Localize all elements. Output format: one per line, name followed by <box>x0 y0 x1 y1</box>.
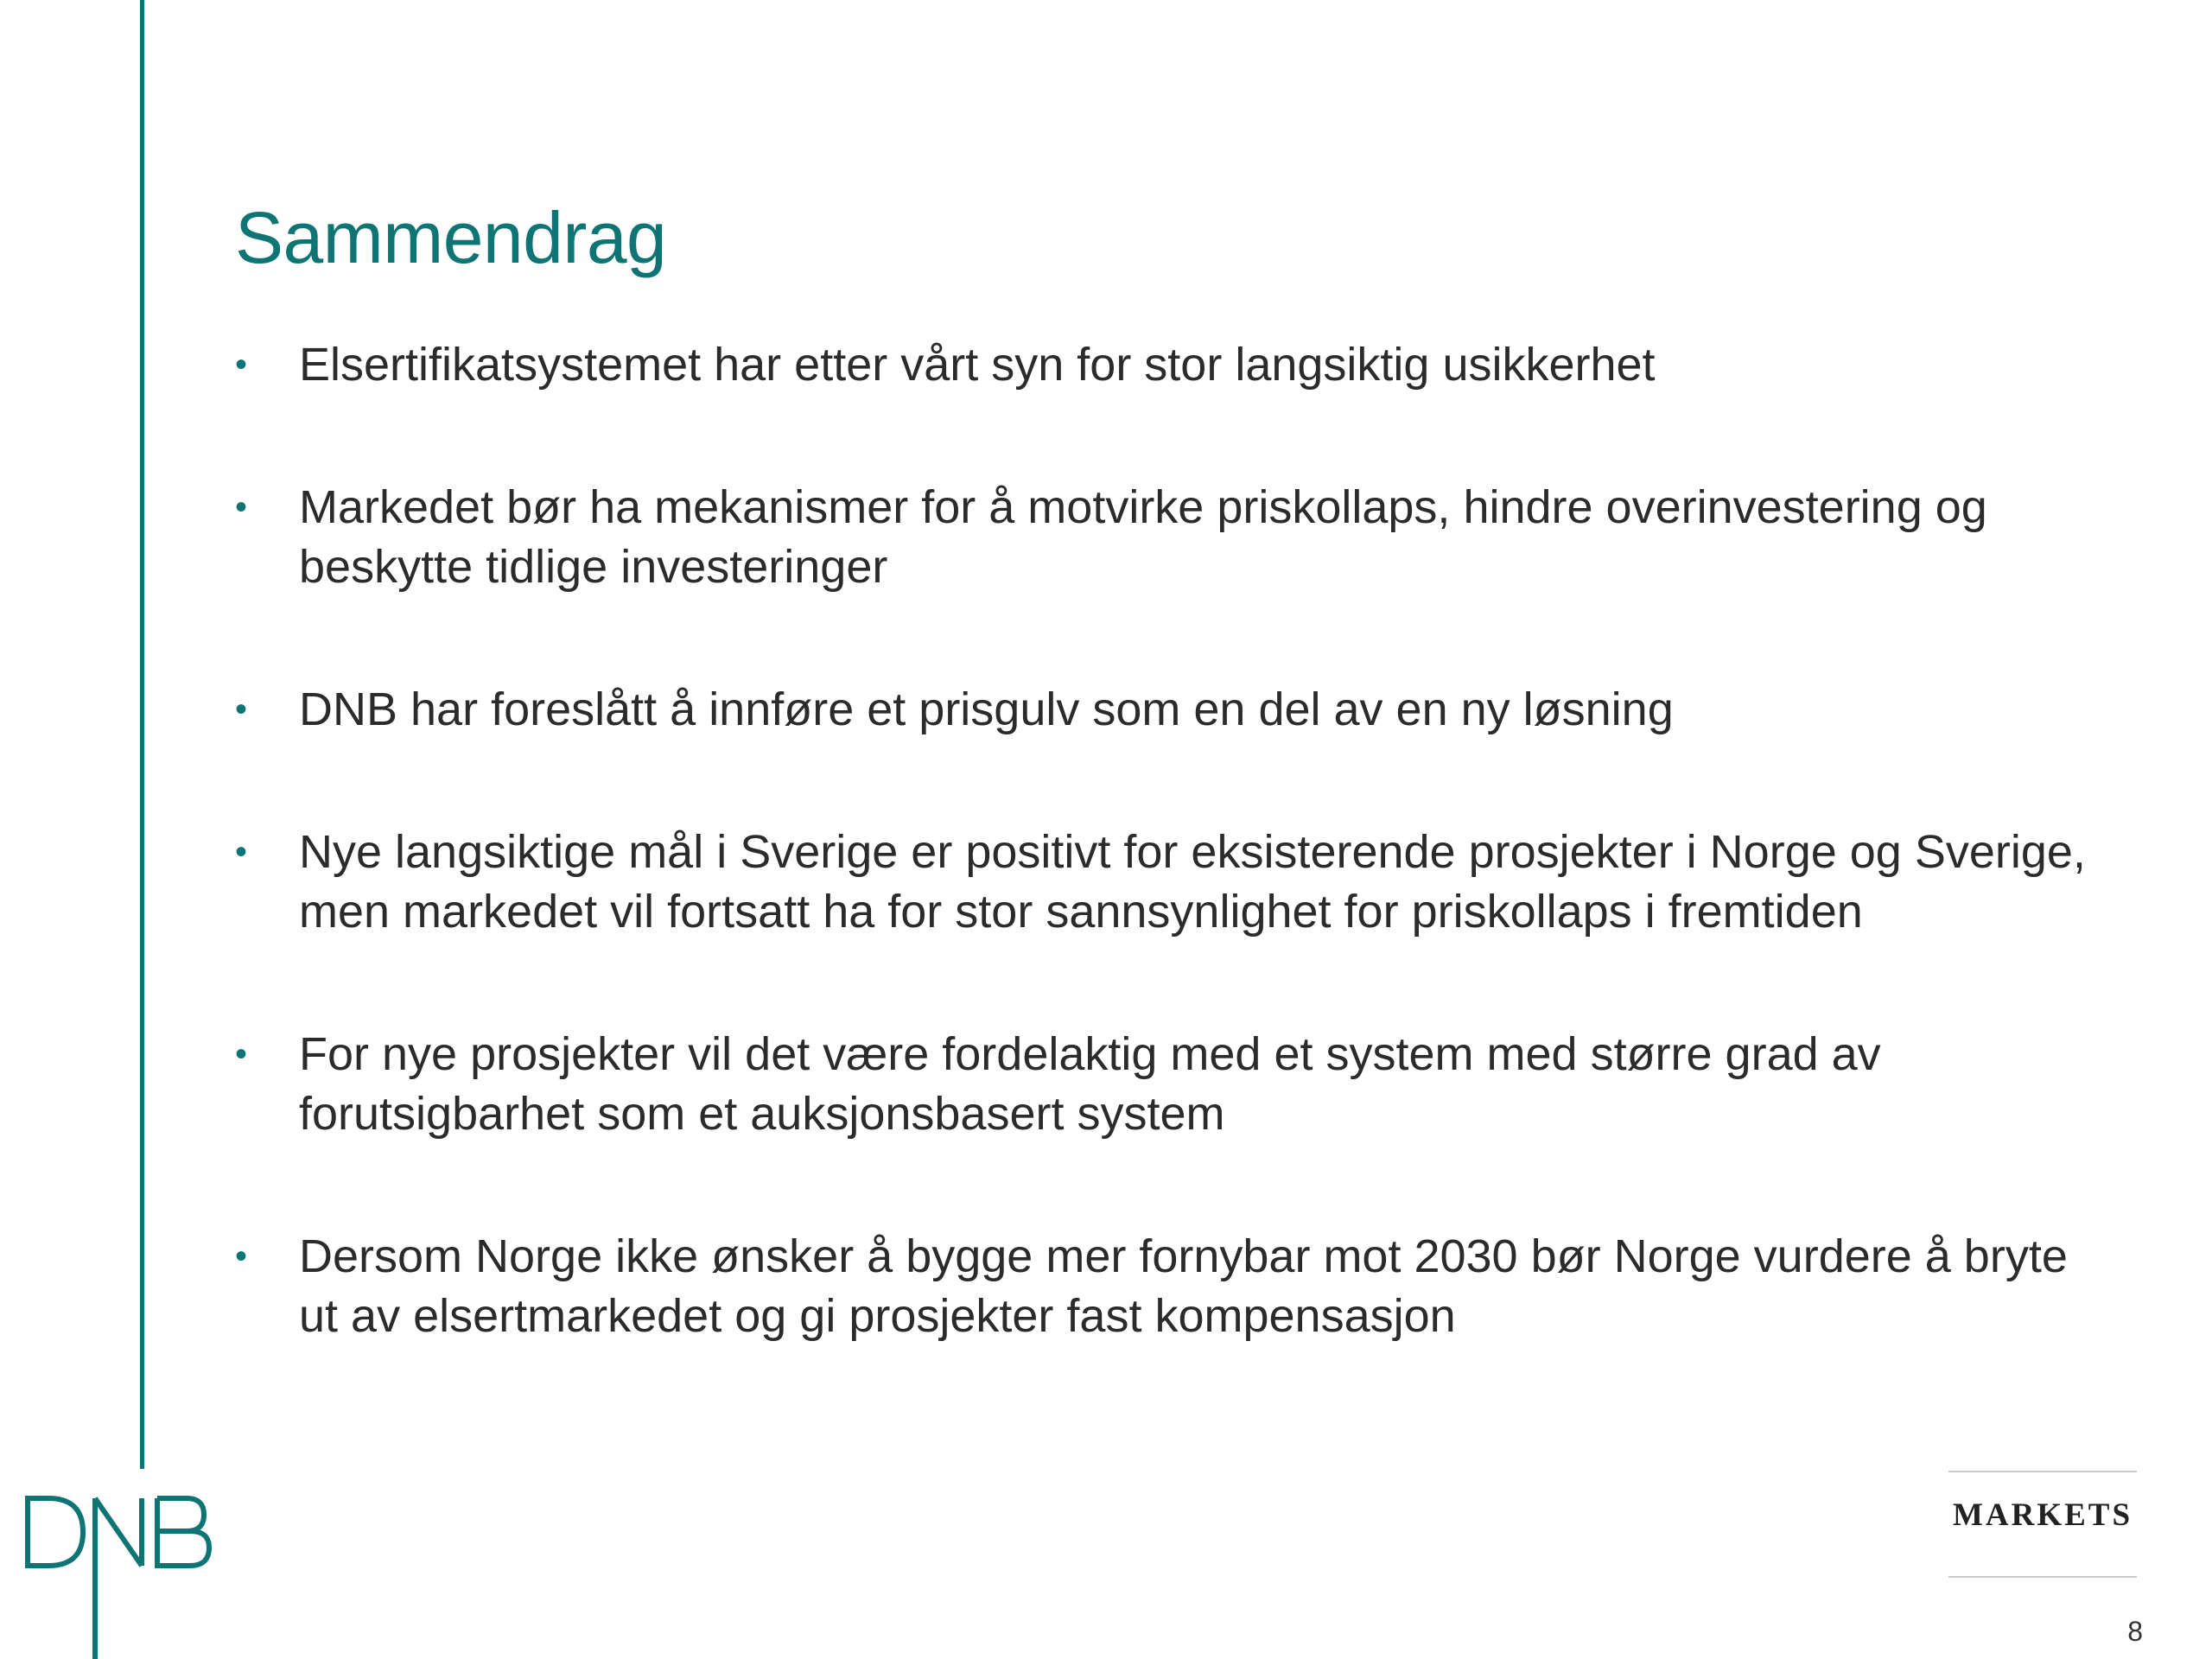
dnb-logo <box>22 1469 221 1659</box>
bullet-item <box>232 478 2115 597</box>
bullet-list <box>232 335 2115 1346</box>
bullet-icon: • <box>235 690 248 728</box>
bullet-text: DNB har foreslått å innføre et prisgulv som en del av en ny løsning <box>299 683 1674 735</box>
bullet-item <box>232 1025 2115 1144</box>
markets-top-rule <box>1948 1471 2137 1472</box>
page-number: 8 <box>2127 1616 2143 1647</box>
bullet-text: Markedet bør ha mekanismer for å motvirke priskollaps, hindre overinvestering og beskytte tidlige investeringer <box>299 481 1987 593</box>
slide-title: Sammendrag <box>235 197 667 278</box>
markets-bottom-rule <box>1948 1576 2137 1578</box>
bullet-item <box>232 1227 2115 1346</box>
bullet-icon: • <box>235 346 248 384</box>
bullet-text: For nye prosjekter vil det være fordelaktig med et system med større grad av forutsigbarhet som et auksjonsbasert system <box>299 1028 1881 1140</box>
bullet-item <box>232 335 2115 395</box>
bullet-text: Elsertifikatsystemet har etter vårt syn for stor langsiktig usikkerhet <box>299 339 1656 391</box>
brand-vertical-line <box>140 0 144 1469</box>
bullet-icon: • <box>235 833 248 871</box>
bullet-icon: • <box>235 1035 248 1073</box>
bullet-icon: • <box>235 1237 248 1275</box>
bullet-text: Dersom Norge ikke ønsker å bygge mer fornybar mot 2030 bør Norge vurdere å bryte ut av elsertmarkedet og gi prosjekter fast kompensasjon <box>299 1230 2068 1342</box>
bullet-item <box>232 680 2115 740</box>
bullet-text: Nye langsiktige mål i Sverige er positivt for eksisterende prosjekter i Norge og Sverige, men markedet vil fortsatt ha for stor sannsynlighet for priskollaps i fremtiden <box>299 826 2086 938</box>
bullet-icon: • <box>235 488 248 526</box>
bullet-item <box>232 823 2115 942</box>
markets-label: MARKETS <box>1952 1497 2133 1533</box>
